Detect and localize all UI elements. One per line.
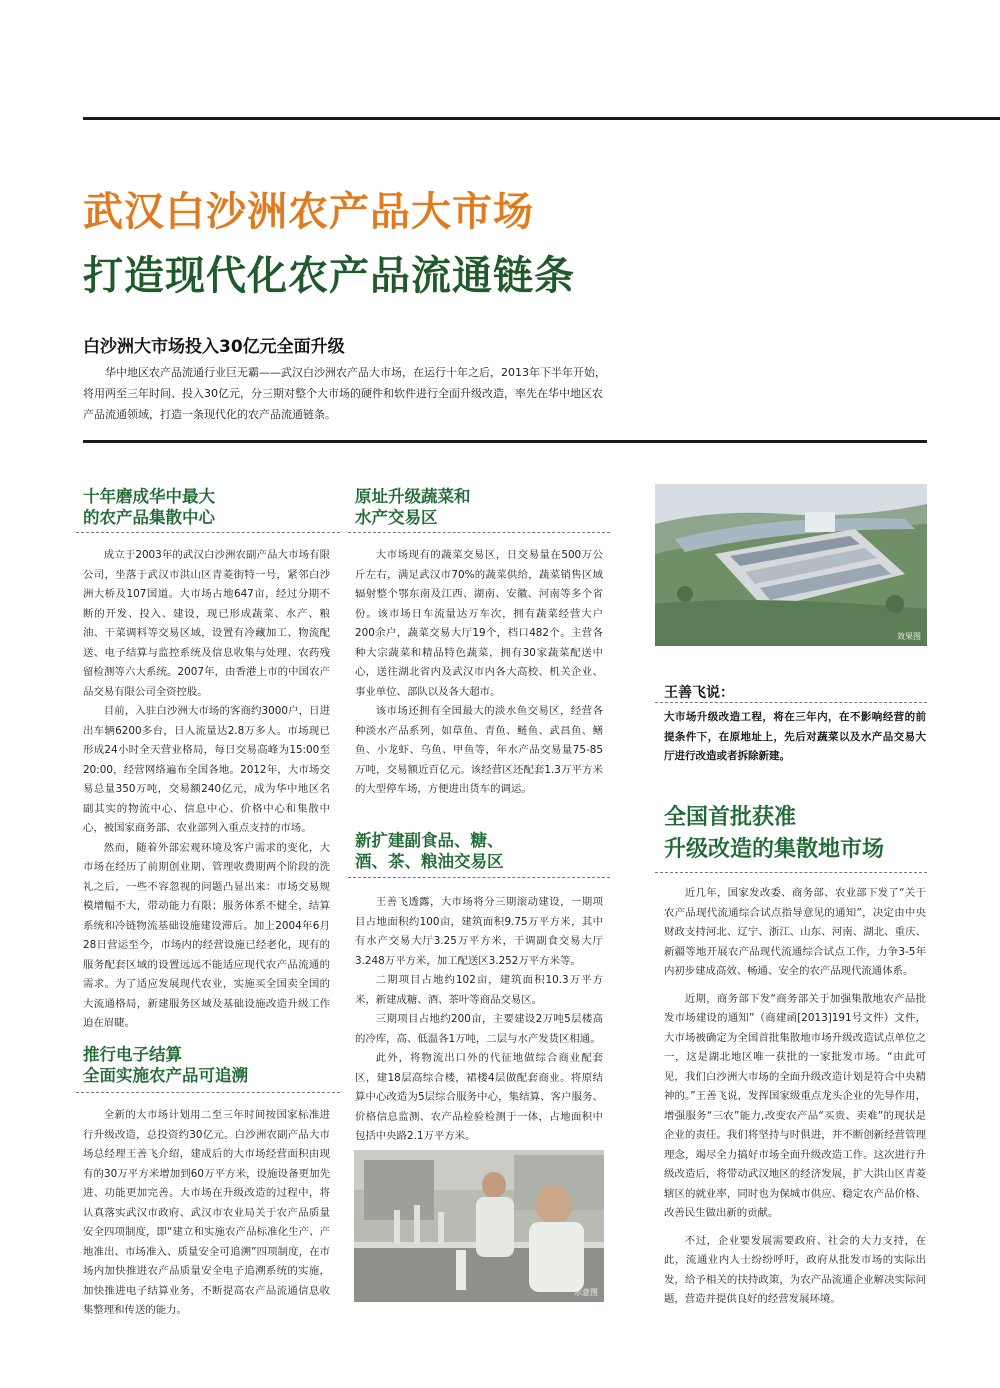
lab-photo [354,1150,604,1302]
paragraph: 该市场还拥有全国最大的淡水鱼交易区，经营各种淡水产品系列，如草鱼、青鱼、鲢鱼、武昌鱼、鳝鱼、小龙虾、乌鱼、甲鱼等，年水产品交易量75-85万吨，交易额近百亿元。该经营区还配套1.3万平方米的大型停车场，方便进出货车的调运。 [355,705,603,795]
photo-caption: 示意图 [574,1288,598,1297]
paragraph: 大市场现有的蔬菜交易区，日交易量在500万公斤左右，满足武汉市70%的蔬菜供给，蔬菜销售区域辐射整个鄂东南及江西、湖南、安徽、河南等多个省份。该市场日车流量达万车次，拥有蔬菜经营大户200余户，蔬菜交易大厅19个，档口482个。主营各种大宗蔬菜和精品特色蔬菜，拥有30家蔬菜配送中心，送往湖北省内及武汉市内各大高校、机关企业、事业单位、部队以及各大超市。 [355,549,603,698]
top-rule [83,117,1000,120]
subheadline: 白沙洲大市场投入30亿元全面升级 [83,337,345,357]
paragraph: 成立于2003年的武汉白沙洲农副产品大市场有限公司，坐落于武汉市洪山区青菱街特一号，紧邻白沙洲大桥及107国道。大市场占地647亩，经过分期不断的开发、投入、建设，现已形成蔬菜、水产、粮油、干菜调料等交易区域，设置有冷藏加工、物流配送、电子结算与监控系统及信息收集与处理、农药残留检测等六大系统。2007年，由香港上市的中国农产品交易有限公司全资控股。 [83,549,330,698]
paragraph: 此外，将物流出口外的代征地做综合商业配套区，建18层高综合楼，裙楼4层做配套商业。将原结算中心改造为5层综合服务中心，集结算、客户服务、价格信息监测、农产品检验检测于一体，占地面积中包括中央路2.1万平方米。 [355,1052,603,1142]
market-rendering-illustration [655,484,927,646]
quote-title: 王善飞说： [664,685,734,701]
title-line: 水产交易区 [355,508,438,527]
title-line: 十年磨成华中最大 [83,487,215,506]
section-divider [83,440,927,443]
paragraph: 王善飞透露，大市场将分三期滚动建设，一期项目占地面积约100亩，建筑面积9.75万平方米，其中有水产交易大厅3.25万平方米，干调副食交易大厅3.248万平方米，加工配送区3.252万平方米等。 [355,896,603,967]
quote-rule [655,702,927,703]
headline-line-2: 打造现代化农产品流通链条 [83,253,575,299]
paragraph: 三期项目占地约200亩，主要建设2万吨5层楼高的冷库，高、低温各1万吨，二层与水产发货区相通。 [355,1013,603,1045]
headline-line-1: 武汉白沙洲农产品大市场 [83,189,534,235]
col2-section2-rule [348,877,610,878]
title-line: 原址升级蔬菜和 [355,487,471,506]
market-rendering-photo [655,484,927,646]
title-line: 酒、茶、粮油交易区 [355,852,504,871]
col3-section-title [664,802,884,866]
col3-section-rule [655,872,927,873]
col1-section1-title [83,486,215,528]
paragraph: 目前，入驻白沙洲大市场的客商约3000户，日进出车辆6200多台，日人流量达2.8万多人。市场现已形成24小时全天营业格局，每日交易高峰为15:00至20:00，经营网络遍布全国各地。2012年，大市场交易总量350万吨，交易额240亿元，成为华中地区名副其实的物流中心、信息中心、价格中心和集散中心，被国家商务部、农业部列入重点支持的市场。 [83,705,330,834]
title-line: 全面实施农产品可追溯 [83,1066,248,1085]
paragraph: 二期项目占地约102亩，建筑面积10.3万平方米，新建成糖、酒、茶叶等商品交易区。 [355,974,603,1006]
col2-section1-body [355,546,603,800]
col1-section2-title [83,1044,248,1086]
col3-section-body [664,884,926,1310]
photo-caption: 效果图 [897,632,921,641]
title-line: 的农产品集散中心 [83,508,215,527]
col1-section2-body [83,1106,330,1321]
paragraph: 近期，商务部下发“商务部关于加强集散地农产品批发市场建设的通知”（商建函[2013]191号文件）文件，大市场被确定为全国首批集散地市场升级改造试点单位之一，这是湖北地区唯一获批的一家批发市场。“由此可见，我们白沙洲大市场的全面升级改造计划是符合中央精神的。”王善飞说，发挥国家级重点龙头企业的先导作用，增强服务“三农”能力,改变农产品“买贵、卖难”的现状是企业的责任。我们将坚持与时俱进，并不断创新经营管理理念，竭尽全力搞好市场全面升级改造工作。这次进行升级改造后，将带动武汉地区的经济发展，扩大洪山区青菱辖区的就业率，同时也为保城市供应、稳定农产品价格、改善民生做出新的贡献。 [664,992,926,1219]
intro-paragraph: 华中地区农产品流通行业巨无霸——武汉白沙洲农产品大市场，在运行十年之后，2013年下半年开始，将用两至三年时间、投入30亿元，分三期对整个大市场的硬件和软件进行全面升级改造，率先在华中地区农产品流通领域，打造一条现代化的农产品流通链条。 [83,366,606,421]
title-line: 升级改造的集散地市场 [664,837,885,862]
paragraph: 近几年，国家发改委、商务部、农业部下发了“关于农产品现代流通综合试点指导意见的通知”，决定由中央财政支持河北、辽宁、浙江、山东、河南、湖北、重庆、新疆等地开展农产品现代流通综合试点工作，力争3-5年内初步建成高效、畅通、安全的农产品现代流通体系。 [664,887,926,977]
col1-section1-body [83,546,330,1034]
quote-text: 大市场升级改造工程，将在三年内，在不影响经营的前提条件下，在原地址上，先后对蔬菜以及水产品交易大厅进行改造或者拆除新建。 [664,711,926,762]
title-line: 新扩建副食品、糖、 [355,831,504,850]
title-line: 推行电子结算 [83,1045,182,1064]
lab-photo-illustration [354,1150,604,1302]
paragraph: 全新的大市场计划用二至三年时间按国家标准进行升级改造，总投资约30亿元。白沙洲农副产品大市场总经理王善飞介绍，建成后的大市场经营面积由现有的30万平方米增加到60万平方米，设施设备更加先进、功能更加完善。大市场在升级改造的过程中，将认真落实武汉市政府、武汉市农业局关于农产品质量安全四项制度，即“建立和实施农产品标准化生产、产地准出、市场准入、质量安全可追溯”四项制度，在市场内加快推进农产品质量安全电子追溯系统的实施，加快推进电子结算业务，不断提高农产品流通信息收集整理和传送的能力。 [83,1109,330,1316]
col2-section1-title [355,486,471,528]
col1-section2-rule [76,1092,340,1093]
col2-section1-rule [348,532,610,533]
paragraph: 不过，企业要发展需要政府、社会的大力支持，在此，流通业内人士纷纷呼吁，政府从批发市场的实际出发，给予相关的扶持政策，为农产品流通企业解决实际问题，营造并提供良好的经营发展环境。 [664,1234,926,1305]
title-line: 全国首批获准 [664,805,797,830]
col2-section2-title [355,830,504,872]
col2-section2-body [355,893,603,1147]
paragraph: 然而，随着外部宏观环境及客户需求的变化，大市场在经历了前期创业期、管理收费期两个阶段的洗礼之后，一些不容忽视的问题凸显出来：市场交易规模增幅不大，带动能力有限；服务体系不健全，结算系统和冷链物流基础设施建设滞后。加上2004年6月28日营运至今，市场内的经营设施已经老化，现有的服务配套区域的设置远远不能适应现代农产品流通的需求。为了适应发展现代农业，实施买全国卖全国的大流通格局，新建服务区域及基础设施改造升级工作迫在眉睫。 [83,841,330,1029]
col1-section1-rule [76,532,340,533]
